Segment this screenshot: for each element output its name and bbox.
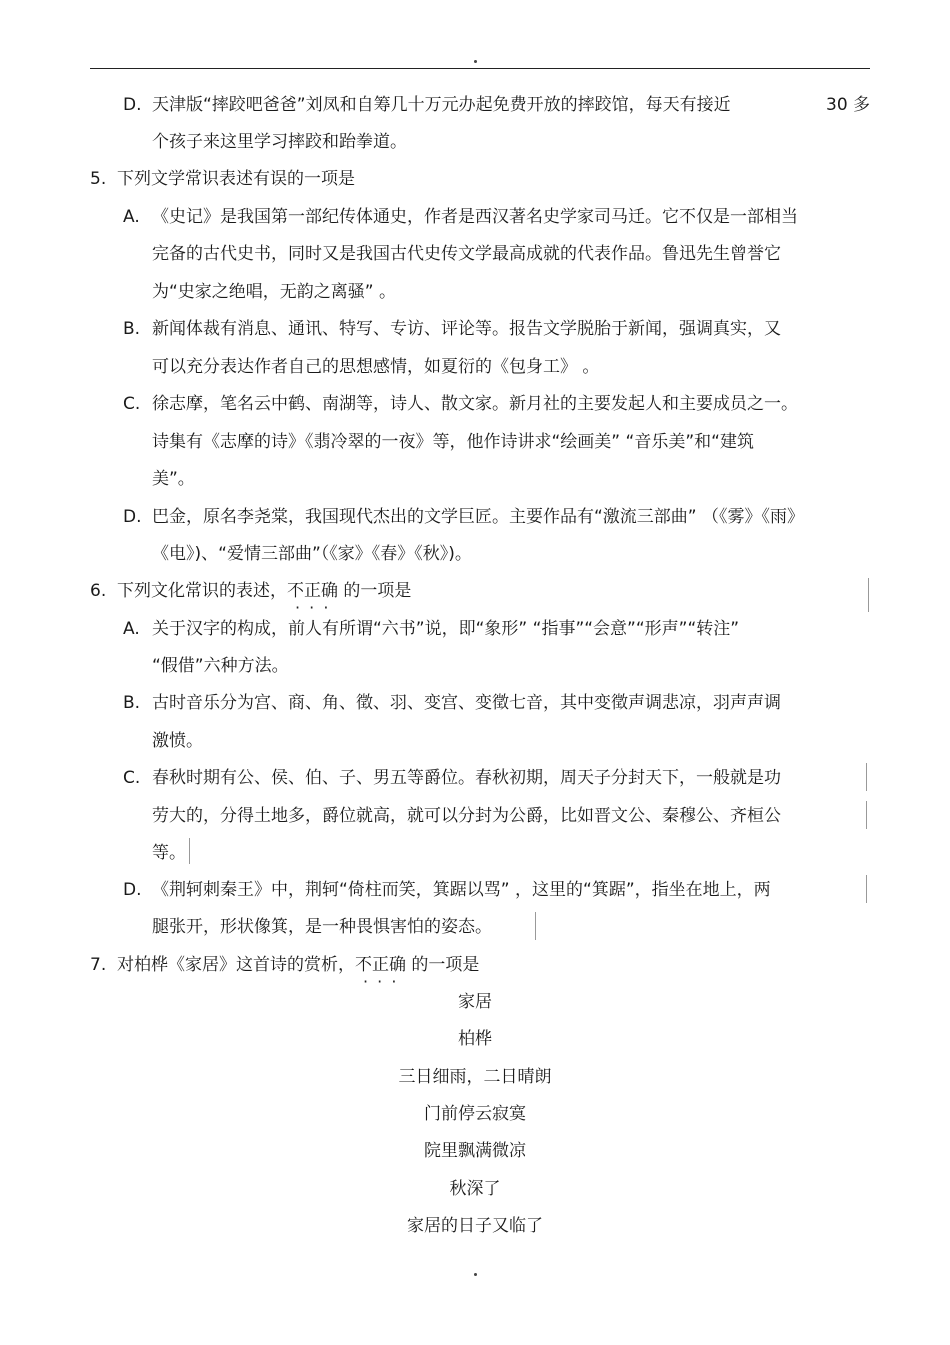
q6-stem-emphasis: 不正确 · · · xyxy=(287,581,338,601)
q7-stem xyxy=(117,954,479,976)
poem-author: 柏桦 xyxy=(458,1029,492,1049)
poem-line: 秋深了 xyxy=(449,1179,501,1199)
q6-option-a-letter: A. xyxy=(123,619,140,639)
scan-edge-mark xyxy=(868,578,869,612)
poem-line: 门前停云寂寞 xyxy=(424,1104,526,1124)
scan-edge-mark xyxy=(189,838,190,864)
q5-option-d-line-1: 巴金，原名李尧棠，我国现代杰出的文学巨匠。主要作品有“激流三部曲” （《雾》《雨》 xyxy=(152,507,805,527)
q5-option-d-line-2: 《电》)、“爱情三部曲”（《家》《春》《秋》)。 xyxy=(152,544,472,564)
q7-stem-post: 的一项是 xyxy=(406,955,480,975)
scan-edge-mark xyxy=(866,763,867,791)
q6-stem-pre: 下列文化常识的表述， xyxy=(117,581,287,601)
q4-option-d-line-1-tail: 30 多 xyxy=(826,95,871,115)
q5-number: 5. xyxy=(90,169,107,189)
q4-option-d-line-1: 天津版“摔跤吧爸爸”刘凤和自筹几十万元办起免费开放的摔跤馆，每天有接近 xyxy=(152,95,731,115)
header-rule xyxy=(90,68,870,69)
q6-option-d-letter: D. xyxy=(123,880,142,900)
poem-title: 家居 xyxy=(458,992,492,1012)
q5-option-b-line-1: 新闻体裁有消息、通讯、特写、专访、评论等。报告文学脱胎于新闻，强调真实，又 xyxy=(152,319,781,339)
poem-line: 三日细雨，二日晴朗 xyxy=(398,1067,552,1087)
q6-option-c-line-1: 春秋时期有公、侯、伯、子、男五等爵位。春秋初期，周天子分封天下，一般就是功 xyxy=(152,768,781,788)
q6-option-a-line-1: 关于汉字的构成，前人有所谓“六书”说，即“象形” “指事”“会意”“形声”“转注” xyxy=(152,619,740,639)
q7-stem-emphasis: 不正确 · · · xyxy=(355,955,406,975)
q6-option-d-line-1: 《荆轲刺秦王》中，荆轲“倚柱而笑，箕踞以骂” ，这里的“箕踞”，指坐在地上，两 xyxy=(152,880,771,900)
q5-option-a-line-1: 《史记》是我国第一部纪传体通史，作者是西汉著名史学家司马迁。它不仅是一部相当 xyxy=(152,207,798,227)
poem-line: 家居的日子又临了 xyxy=(407,1216,543,1236)
q5-option-b-line-2: 可以充分表达作者自己的思想感情，如夏衍的《包身工》 。 xyxy=(152,357,600,377)
q5-option-c-line-3: 美”。 xyxy=(152,469,195,489)
q6-option-d-line-2: 腿张开，形状像箕，是一种畏惧害怕的姿态。 xyxy=(152,917,492,937)
q5-option-d-letter: D. xyxy=(123,507,142,527)
q5-option-b-letter: B. xyxy=(123,319,141,339)
q6-option-a-line-2: “假借”六种方法。 xyxy=(152,656,289,676)
scan-edge-mark xyxy=(866,801,867,829)
q7-number: 7. xyxy=(90,955,107,975)
q6-option-c-letter: C. xyxy=(123,768,141,788)
q6-stem-post: 的一项是 xyxy=(338,581,412,601)
q6-stem xyxy=(117,580,411,602)
q6-number: 6. xyxy=(90,581,107,601)
q4-option-d-line-2: 个孩子来这里学习摔跤和跆拳道。 xyxy=(152,132,407,152)
q5-option-a-line-2: 完备的古代史书，同时又是我国古代史传文学最高成就的代表作品。鲁迅先生曾誉它 xyxy=(152,244,781,264)
q5-option-c-line-2: 诗集有《志摩的诗》《翡冷翠的一夜》等，他作诗讲求“绘画美” “音乐美”和“建筑 xyxy=(152,432,754,452)
q6-option-b-line-1: 古时音乐分为宫、商、角、徵、羽、变宫、变徵七音，其中变徵声调悲凉，羽声声调 xyxy=(152,693,781,713)
q6-option-c-line-2: 劳大的，分得土地多，爵位就高，就可以分封为公爵，比如晋文公、秦穆公、齐桓公 xyxy=(152,806,781,826)
q5-option-c-line-1: 徐志摩，笔名云中鹤、南湖等，诗人、散文家。新月社的主要发起人和主要成员之一。 xyxy=(152,394,798,414)
q5-option-a-letter: A. xyxy=(123,207,140,227)
q6-option-b-letter: B. xyxy=(123,693,141,713)
page-top-dot xyxy=(474,60,477,63)
page-bottom-dot xyxy=(474,1273,477,1276)
q5-option-c-letter: C. xyxy=(123,394,141,414)
scan-edge-mark xyxy=(866,875,867,903)
q5-stem: 下列文学常识表述有误的一项是 xyxy=(117,169,355,189)
q7-stem-pre: 对柏桦《家居》这首诗的赏析， xyxy=(117,955,355,975)
q5-option-a-line-3: 为“史家之绝唱，无韵之离骚” 。 xyxy=(152,282,397,302)
q6-option-c-line-3: 等。 xyxy=(152,843,186,863)
q4-option-d-letter: D. xyxy=(123,95,142,115)
q6-option-b-line-2: 激愤。 xyxy=(152,731,203,751)
poem-line: 院里飘满微凉 xyxy=(424,1141,526,1161)
scan-edge-mark xyxy=(535,912,536,940)
